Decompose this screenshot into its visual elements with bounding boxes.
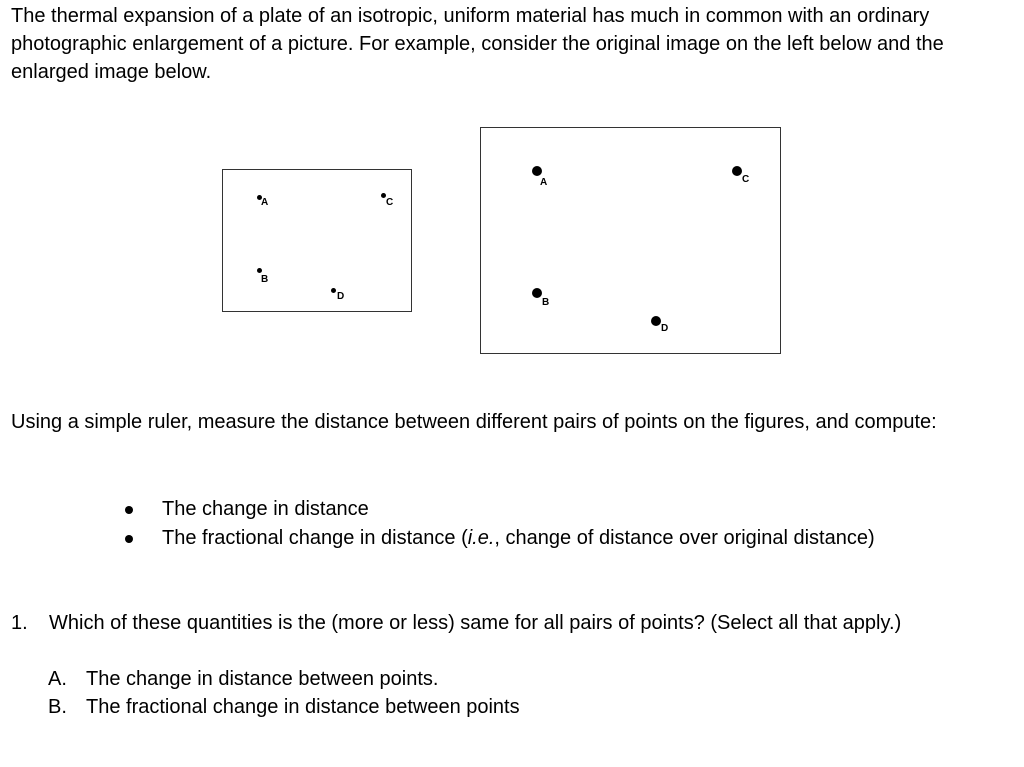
original-image-figure xyxy=(222,169,412,312)
option-letter: A. xyxy=(48,668,67,690)
bullet-text-italic: i.e. xyxy=(467,527,495,549)
point-d-dot xyxy=(651,316,661,326)
point-c-dot xyxy=(732,166,742,176)
bullet-item xyxy=(120,495,875,524)
point-b-label: B xyxy=(542,297,550,308)
bullet-icon xyxy=(125,506,133,514)
point-b-dot xyxy=(532,288,542,298)
instruction-paragraph: Using a simple ruler, measure the distance between different pairs of points on the figures, and compute: xyxy=(11,411,937,433)
option-text: The change in distance between points. xyxy=(86,668,439,690)
point-d-dot xyxy=(331,288,336,293)
point-c-label: C xyxy=(386,197,394,208)
enlarged-image-figure xyxy=(480,127,781,354)
point-a-dot xyxy=(532,166,542,176)
point-b-dot xyxy=(257,268,262,273)
answer-options xyxy=(48,665,520,721)
point-b-label: B xyxy=(261,274,269,285)
point-c-label: C xyxy=(742,174,750,185)
bullet-icon xyxy=(125,535,133,543)
option-a[interactable] xyxy=(48,665,520,693)
point-d-label: D xyxy=(337,291,345,302)
question-1 xyxy=(11,609,1011,637)
bullet-text-before: The fractional change in distance ( xyxy=(162,527,468,549)
question-text: Which of these quantities is the (more or less) same for all pairs of points? (Select all that apply.) xyxy=(49,612,902,634)
bullet-text-after: , change of distance over original distance) xyxy=(494,527,875,549)
bullet-text: The change in distance xyxy=(162,498,369,520)
option-letter: B. xyxy=(48,696,67,718)
question-number: 1. xyxy=(11,612,28,634)
option-b[interactable] xyxy=(48,693,520,721)
point-d-label: D xyxy=(661,323,669,334)
point-a-label: A xyxy=(540,177,548,188)
point-a-label: A xyxy=(261,197,269,208)
bullet-list xyxy=(120,495,875,553)
bullet-item xyxy=(120,524,875,553)
intro-paragraph: The thermal expansion of a plate of an isotropic, uniform material has much in common with an ordinary photographic enlargement of a picture. For example, consider the original image on the left below and the enlarged image below. xyxy=(11,5,944,83)
option-text: The fractional change in distance between points xyxy=(86,696,520,718)
